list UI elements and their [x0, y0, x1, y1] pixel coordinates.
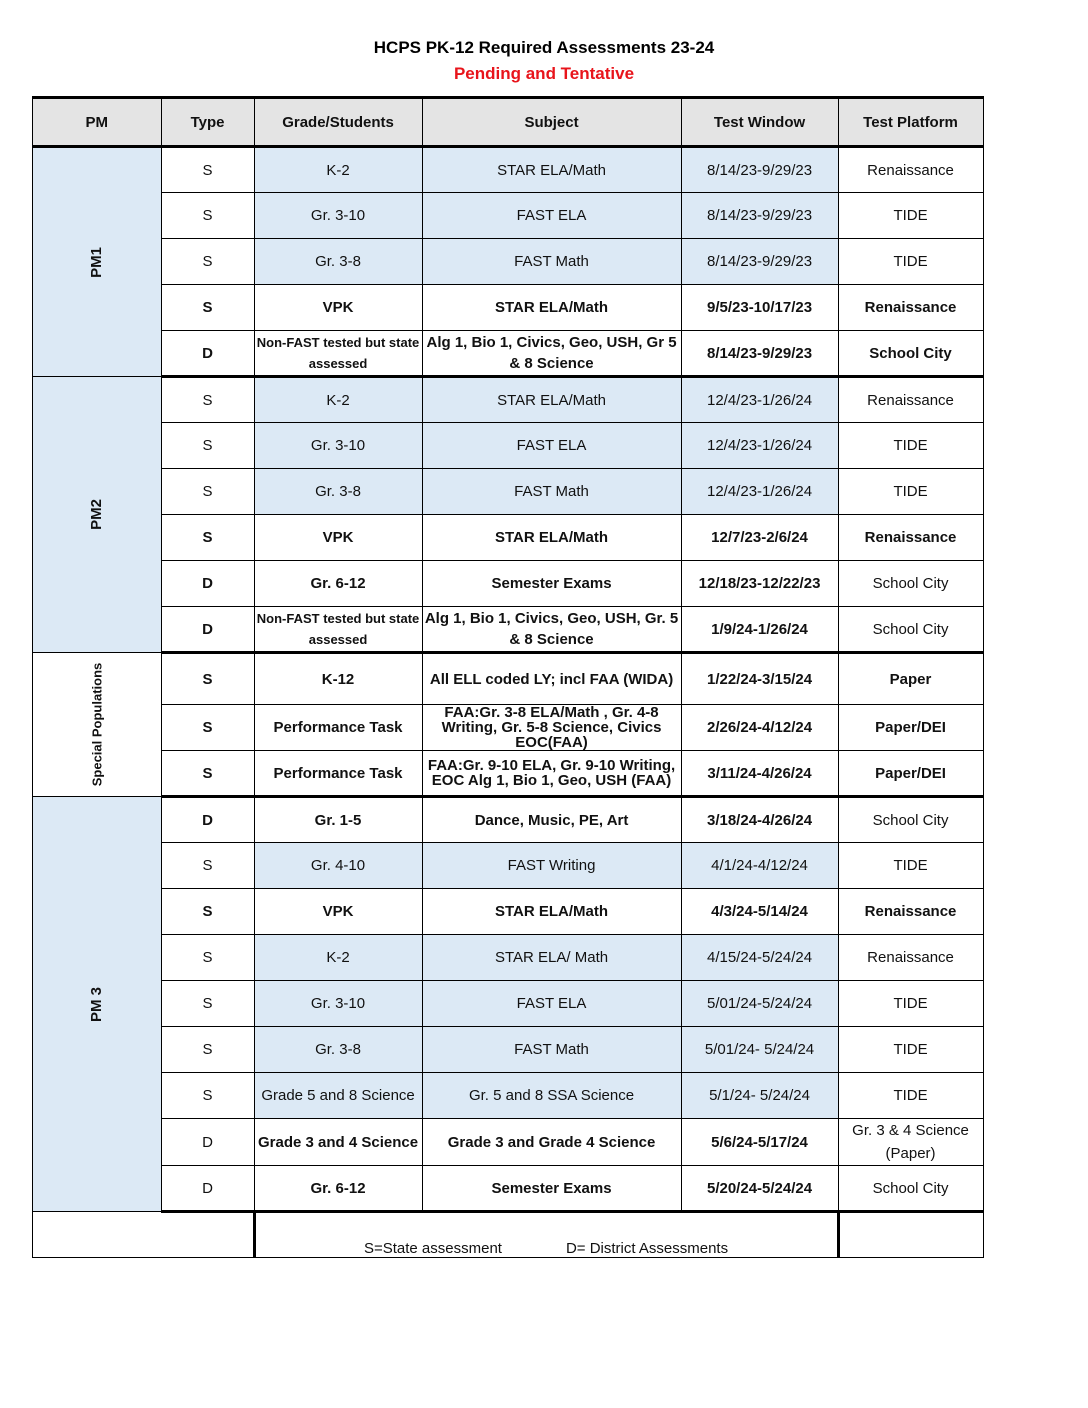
cell-subject: FAST Math — [422, 1027, 681, 1073]
cell-subject: STAR ELA/Math — [422, 515, 681, 561]
header-grade-students: Grade/Students — [254, 98, 422, 147]
cell-type: S — [161, 843, 254, 889]
cell-window: 3/11/24-4/26/24 — [681, 751, 838, 797]
table-row — [33, 193, 984, 239]
cell-subject: STAR ELA/Math — [422, 285, 681, 331]
header-row — [33, 98, 984, 147]
cell-type: S — [161, 1073, 254, 1119]
cell-grade: Gr. 4-10 — [254, 843, 422, 889]
cell-type: S — [161, 1027, 254, 1073]
cell-type: S — [161, 751, 254, 797]
cell-subject: Gr. 5 and 8 SSA Science — [422, 1073, 681, 1119]
cell-subject: Semester Exams — [422, 561, 681, 607]
cell-grade: Performance Task — [254, 751, 422, 797]
cell-grade: Gr. 1-5 — [254, 797, 422, 843]
cell-platform: Paper/DEI — [838, 751, 983, 797]
cell-window: 8/14/23-9/29/23 — [681, 193, 838, 239]
cell-grade: Gr. 3-8 — [254, 1027, 422, 1073]
legend-district: D= District Assessments — [565, 1239, 729, 1257]
table-row — [33, 889, 984, 935]
cell-window: 3/18/24-4/26/24 — [681, 797, 838, 843]
cell-grade: Gr. 3-10 — [254, 423, 422, 469]
cell-platform: TIDE — [838, 843, 983, 889]
cell-subject: FAST Math — [422, 469, 681, 515]
cell-window: 5/1/24- 5/24/24 — [681, 1073, 838, 1119]
cell-subject: All ELL coded LY; incl FAA (WIDA) — [422, 653, 681, 705]
cell-subject: STAR ELA/Math — [422, 889, 681, 935]
cell-subject: Alg 1, Bio 1, Civics, Geo, USH, Gr 5 & 8 Science — [422, 331, 681, 377]
cell-grade: K-12 — [254, 653, 422, 705]
table-row — [33, 607, 984, 653]
cell-grade: Gr. 6-12 — [254, 1166, 422, 1212]
cell-type: S — [161, 981, 254, 1027]
table-row — [33, 331, 984, 377]
cell-type: S — [161, 147, 254, 193]
cell-grade: Grade 5 and 8 Science — [254, 1073, 422, 1119]
cell-window: 4/3/24-5/14/24 — [681, 889, 838, 935]
cell-platform: Paper/DEI — [838, 705, 983, 751]
cell-platform: Paper — [838, 653, 983, 705]
cell-subject: FAA:Gr. 9-10 ELA, Gr. 9-10 Writing, EOC Alg 1, Bio 1, Geo, USH (FAA) — [422, 751, 681, 797]
document-subtitle: Pending and Tentative — [453, 64, 635, 83]
cell-platform: TIDE — [838, 1027, 983, 1073]
cell-platform: Renaissance — [838, 285, 983, 331]
document-title: HCPS PK-12 Required Assessments 23-24 — [373, 38, 715, 57]
cell-grade: Gr. 3-8 — [254, 469, 422, 515]
cell-window: 5/6/24-5/17/24 — [681, 1119, 838, 1166]
table-row — [33, 469, 984, 515]
cell-window: 12/7/23-2/6/24 — [681, 515, 838, 561]
cell-grade: K-2 — [254, 377, 422, 423]
header-test-platform: Test Platform — [838, 98, 983, 147]
cell-subject: STAR ELA/Math — [422, 147, 681, 193]
table-row — [33, 1073, 984, 1119]
cell-type: S — [161, 515, 254, 561]
cell-grade: VPK — [254, 285, 422, 331]
table-row — [33, 239, 984, 285]
cell-type: S — [161, 239, 254, 285]
cell-type: D — [161, 797, 254, 843]
header-pm: PM — [33, 98, 162, 147]
table-row — [33, 843, 984, 889]
legend-row — [33, 1212, 984, 1258]
cell-window: 12/18/23-12/22/23 — [681, 561, 838, 607]
cell-grade: VPK — [254, 515, 422, 561]
cell-grade: K-2 — [254, 147, 422, 193]
cell-type: S — [161, 377, 254, 423]
table-row — [33, 1027, 984, 1073]
cell-grade: Non-FAST tested but state assessed — [254, 607, 422, 653]
cell-type: S — [161, 889, 254, 935]
cell-window: 8/14/23-9/29/23 — [681, 331, 838, 377]
cell-platform: Gr. 3 & 4 Science (Paper) — [838, 1119, 983, 1166]
cell-grade: Gr. 6-12 — [254, 561, 422, 607]
cell-type: D — [161, 1166, 254, 1212]
cell-window: 5/20/24-5/24/24 — [681, 1166, 838, 1212]
cell-type: D — [161, 331, 254, 377]
cell-window: 2/26/24-4/12/24 — [681, 705, 838, 751]
cell-type: S — [161, 469, 254, 515]
cell-grade: Gr. 3-10 — [254, 193, 422, 239]
cell-window: 4/15/24-5/24/24 — [681, 935, 838, 981]
cell-platform: TIDE — [838, 981, 983, 1027]
cell-type: S — [161, 423, 254, 469]
cell-subject: FAST Writing — [422, 843, 681, 889]
cell-platform: TIDE — [838, 423, 983, 469]
cell-window: 4/1/24-4/12/24 — [681, 843, 838, 889]
group-label-pm1: PM1 — [33, 147, 162, 377]
cell-type: S — [161, 193, 254, 239]
cell-window: 5/01/24-5/24/24 — [681, 981, 838, 1027]
header-subject: Subject — [422, 98, 681, 147]
legend-blank-left — [33, 1212, 255, 1258]
cell-type: D — [161, 1119, 254, 1166]
table-row — [33, 285, 984, 331]
cell-type: D — [161, 561, 254, 607]
header-type: Type — [161, 98, 254, 147]
legend-state: S=State assessment — [363, 1239, 502, 1257]
cell-subject: FAST ELA — [422, 423, 681, 469]
cell-type: S — [161, 935, 254, 981]
cell-platform: TIDE — [838, 193, 983, 239]
table-row — [33, 377, 984, 423]
cell-subject: FAA:Gr. 3-8 ELA/Math , Gr. 4-8 Writing, Gr. 5-8 Science, Civics EOC(FAA) — [422, 705, 681, 751]
cell-platform: Renaissance — [838, 515, 983, 561]
cell-window: 12/4/23-1/26/24 — [681, 377, 838, 423]
cell-grade: K-2 — [254, 935, 422, 981]
table-row — [33, 935, 984, 981]
cell-window: 1/9/24-1/26/24 — [681, 607, 838, 653]
table-row — [33, 797, 984, 843]
header-test-window: Test Window — [681, 98, 838, 147]
cell-subject: FAST ELA — [422, 193, 681, 239]
cell-grade: Gr. 3-8 — [254, 239, 422, 285]
cell-type: S — [161, 285, 254, 331]
cell-subject: FAST Math — [422, 239, 681, 285]
table-row — [33, 981, 984, 1027]
cell-grade: Gr. 3-10 — [254, 981, 422, 1027]
cell-window: 8/14/23-9/29/23 — [681, 239, 838, 285]
table-row — [33, 1119, 984, 1166]
cell-platform: School City — [838, 607, 983, 653]
cell-subject: STAR ELA/Math — [422, 377, 681, 423]
group-label-special-populations: Special Populations — [33, 653, 162, 797]
cell-subject: Semester Exams — [422, 1166, 681, 1212]
cell-platform: School City — [838, 561, 983, 607]
cell-platform: TIDE — [838, 469, 983, 515]
cell-grade: Performance Task — [254, 705, 422, 751]
table-row — [33, 423, 984, 469]
cell-window: 12/4/23-1/26/24 — [681, 423, 838, 469]
table-row — [33, 515, 984, 561]
group-label-pm2: PM2 — [33, 377, 162, 653]
cell-grade: Grade 3 and 4 Science — [254, 1119, 422, 1166]
legend-cell — [254, 1212, 838, 1258]
cell-platform: School City — [838, 1166, 983, 1212]
cell-subject: Alg 1, Bio 1, Civics, Geo, USH, Gr. 5 & 8 Science — [422, 607, 681, 653]
cell-platform: School City — [838, 797, 983, 843]
cell-window: 12/4/23-1/26/24 — [681, 469, 838, 515]
table-row — [33, 561, 984, 607]
cell-platform: TIDE — [838, 1073, 983, 1119]
cell-platform: TIDE — [838, 239, 983, 285]
table-row — [33, 751, 984, 797]
table-row — [33, 705, 984, 751]
table-row — [33, 1166, 984, 1212]
cell-platform: Renaissance — [838, 889, 983, 935]
cell-type: D — [161, 607, 254, 653]
cell-platform: Renaissance — [838, 147, 983, 193]
table-row — [33, 147, 984, 193]
cell-subject: STAR ELA/ Math — [422, 935, 681, 981]
cell-grade: VPK — [254, 889, 422, 935]
cell-window: 1/22/24-3/15/24 — [681, 653, 838, 705]
cell-type: S — [161, 705, 254, 751]
cell-platform: School City — [838, 331, 983, 377]
cell-window: 8/14/23-9/29/23 — [681, 147, 838, 193]
assessments-table — [32, 96, 984, 1258]
cell-window: 5/01/24- 5/24/24 — [681, 1027, 838, 1073]
cell-platform: Renaissance — [838, 935, 983, 981]
cell-subject: Grade 3 and Grade 4 Science — [422, 1119, 681, 1166]
cell-subject: Dance, Music, PE, Art — [422, 797, 681, 843]
cell-platform: Renaissance — [838, 377, 983, 423]
cell-type: S — [161, 653, 254, 705]
cell-window: 9/5/23-10/17/23 — [681, 285, 838, 331]
table-row — [33, 653, 984, 705]
group-label-pm3: PM 3 — [33, 797, 162, 1212]
legend-blank-right — [838, 1212, 983, 1258]
cell-subject: FAST ELA — [422, 981, 681, 1027]
cell-grade: Non-FAST tested but state assessed — [254, 331, 422, 377]
